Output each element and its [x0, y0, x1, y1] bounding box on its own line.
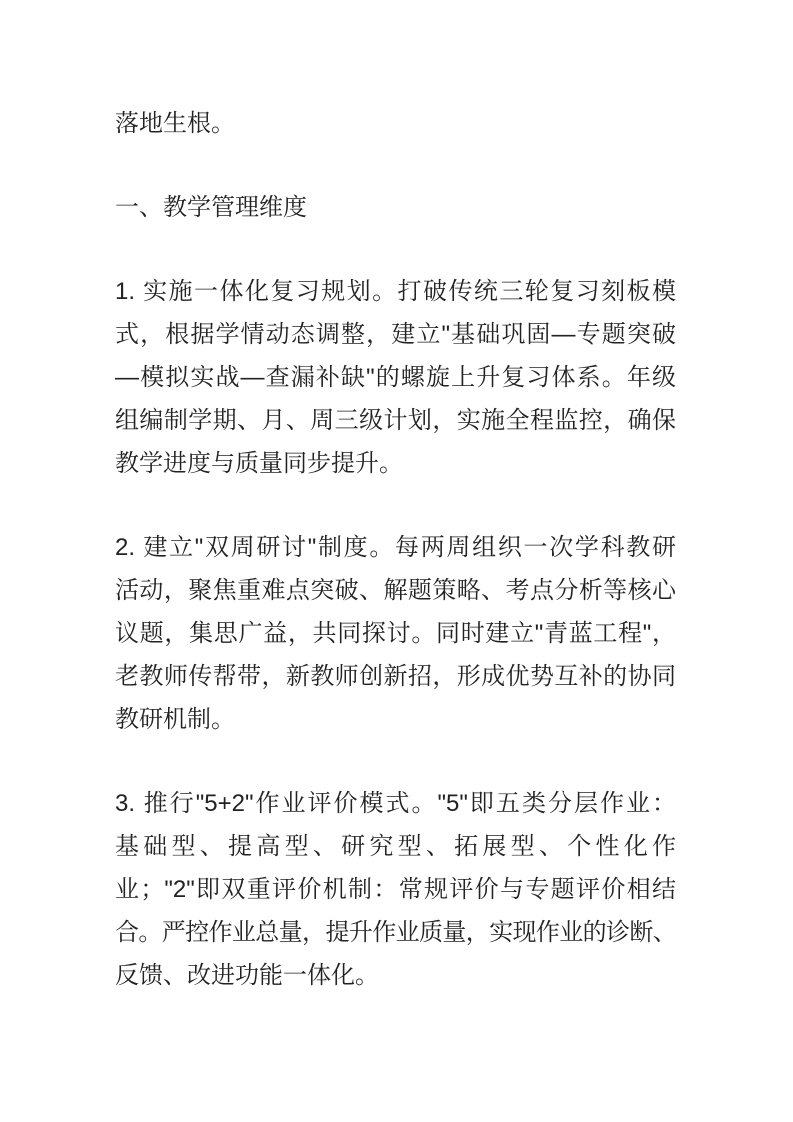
text-line: 1. 实施一体化复习规划。打破传统三轮复习刻板模 [115, 278, 676, 305]
document-content [115, 102, 676, 997]
text-line: 活动，聚焦重难点突破、解题策略、考点分析等核心 [115, 577, 676, 604]
text-line: —模拟实战—查漏补缺"的螺旋上升复习体系。年级 [115, 364, 676, 391]
text-line: 议题，集思广益，共同探讨。同时建立"青蓝工程"， [115, 620, 676, 647]
section-heading [115, 186, 676, 229]
text-line: 2. 建立"双周研讨"制度。每两周组织一次学科教研 [115, 534, 676, 561]
paragraph-item-3 [115, 782, 676, 997]
text-line: 基础型、提高型、研究型、拓展型、个性化作 [115, 833, 676, 860]
text-line: 反馈、改进功能一体化。 [115, 962, 379, 989]
text-line: 3. 推行"5+2"作业评价模式。"5"即五类分层作业： [115, 790, 676, 817]
text-line: 教学进度与质量同步提升。 [115, 450, 403, 477]
text-line: 组编制学期、月、周三级计划，实施全程监控，确保 [115, 407, 676, 434]
text-line: 式，根据学情动态调整，建立"基础巩固—专题突破 [115, 321, 676, 348]
paragraph-item-1 [115, 270, 676, 485]
paragraph-intro-fragment [115, 102, 676, 145]
text-line: 业；"2"即双重评价机制：常规评价与专题评价相结 [115, 876, 676, 903]
text-line: 落地生根。 [115, 110, 235, 137]
heading-line: 一、教学管理维度 [115, 194, 307, 221]
text-line: 老教师传帮带，新教师创新招，形成优势互补的协同 [115, 663, 676, 690]
paragraph-item-2 [115, 526, 676, 741]
text-line: 合。严控作业总量，提升作业质量，实现作业的诊断、 [115, 919, 676, 946]
text-line: 教研机制。 [115, 706, 235, 733]
